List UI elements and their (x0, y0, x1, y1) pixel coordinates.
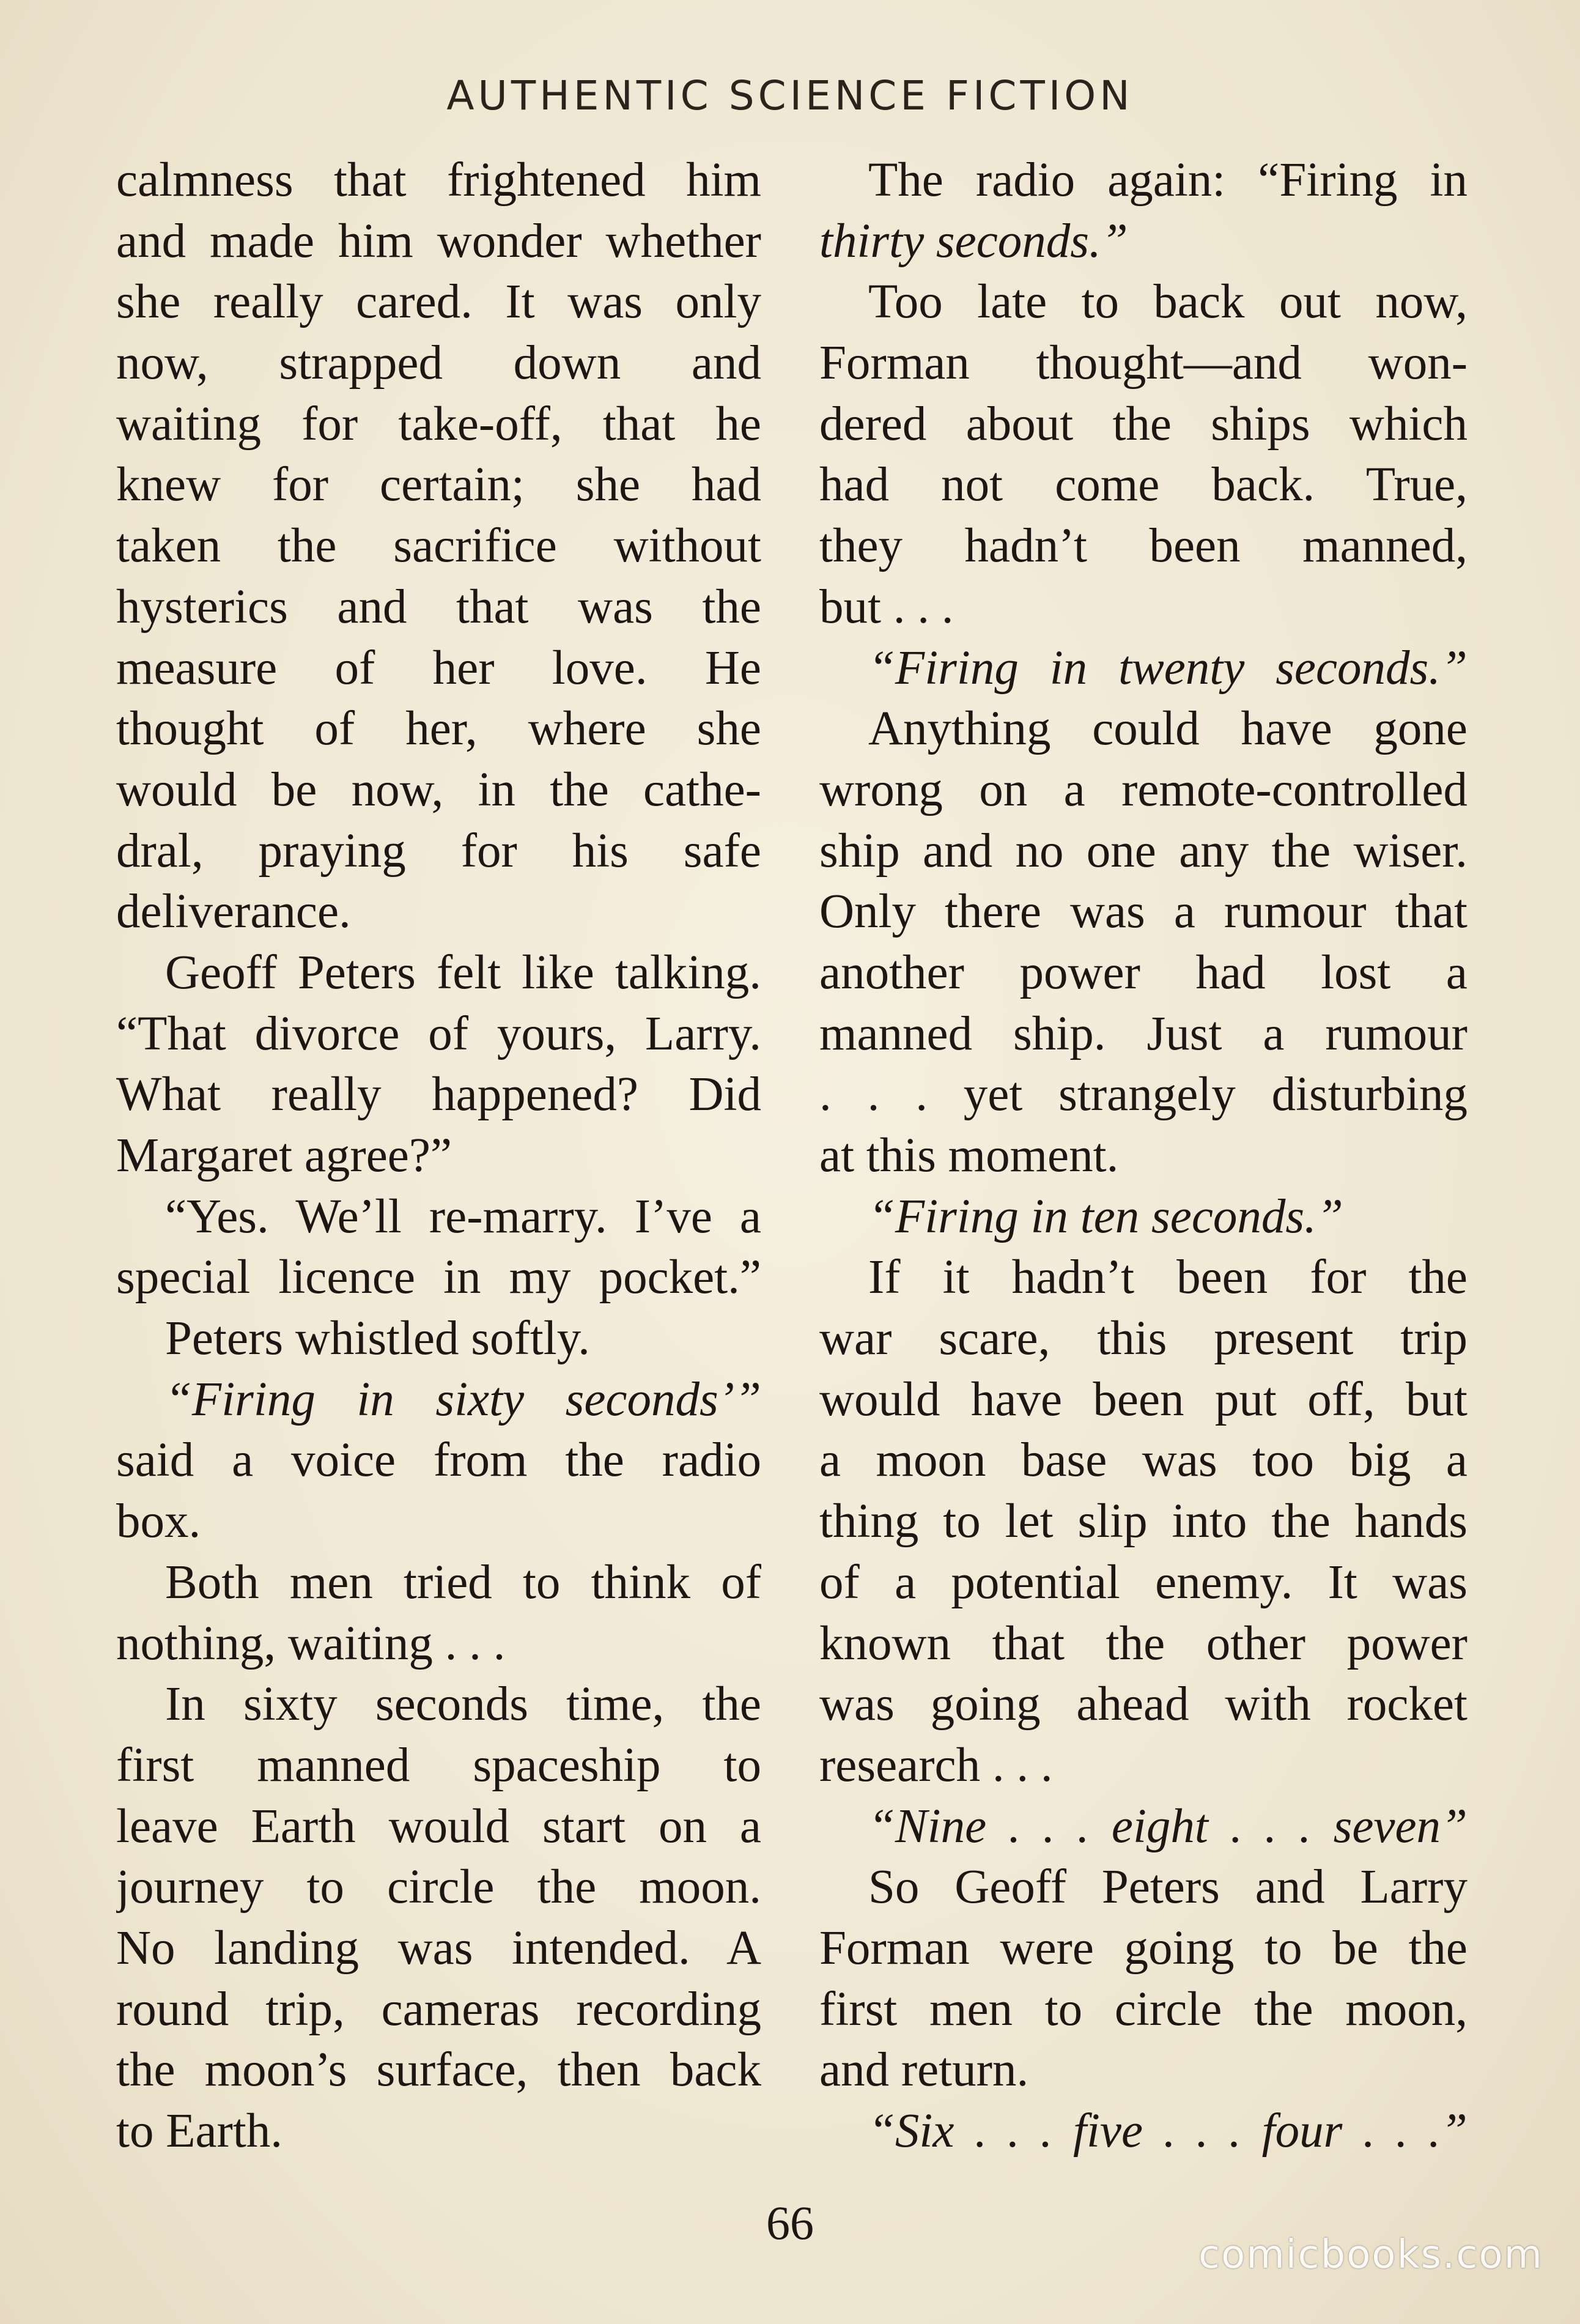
text-line: and made him wonder whether (116, 214, 761, 268)
text-line: to Earth. (116, 2104, 283, 2158)
text-line: “That divorce of yours, Larry. (116, 1007, 761, 1060)
page-number: 66 (766, 2196, 814, 2249)
text-line: So Geoff Peters and Larry (868, 1860, 1467, 1914)
text-line: nothing, waiting . . . (116, 1616, 506, 1670)
text-line: “Yes. We’ll re-marry. I’ve a (165, 1190, 761, 1243)
text-line: Forman thought—and won- (819, 336, 1467, 390)
text-line: would have been put off, but (819, 1372, 1467, 1426)
text-line: wrong on a remote-controlled (819, 763, 1467, 816)
text-line: . . . yet strangely disturbing (819, 1068, 1467, 1122)
text-line: they hadn’t been manned, (819, 519, 1467, 573)
text-line: ship and no one any the wiser. (819, 824, 1467, 878)
text-line: “Nine . . . eight . . . seven” (868, 1799, 1467, 1853)
text-line: Too late to back out now, (868, 275, 1467, 329)
text-line: round trip, cameras recording (116, 1982, 761, 2036)
text-line: research . . . (819, 1738, 1053, 1792)
text-line: she really cared. It was only (116, 275, 761, 329)
text-line: Peters whistled softly. (165, 1312, 590, 1366)
watermark: comicbooks.com (1198, 2232, 1543, 2278)
text-line: “Firing in twenty seconds.” (868, 641, 1467, 695)
text-line: If it hadn’t been for the (868, 1251, 1467, 1304)
right-text-column (819, 150, 1467, 2162)
text-line: leave Earth would start on a (116, 1799, 761, 1853)
text-line: In sixty seconds time, the (165, 1678, 761, 1731)
text-line: first manned spaceship to (116, 1738, 761, 1792)
text-line: known that the other power (819, 1616, 1467, 1670)
text-line: of a potential enemy. It was (819, 1555, 1467, 1609)
text-line: taken the sacrifice without (116, 519, 761, 573)
text-line: would be now, in the cathe- (116, 763, 761, 816)
text-line: said a voice from the radio (116, 1434, 761, 1487)
text-line: Forman were going to be the (819, 1921, 1467, 1975)
text-line: was going ahead with rocket (819, 1678, 1467, 1731)
text-line: first men to circle the moon, (819, 1982, 1467, 2036)
text-line: Both men tried to think of (165, 1555, 761, 1609)
text-line: thought of her, where she (116, 702, 761, 756)
text-line: “Six . . . five . . . four . . .” (868, 2104, 1467, 2158)
text-line: now, strapped down and (116, 336, 761, 390)
text-line: thirty seconds.” (819, 214, 1128, 268)
text-line: deliverance. (116, 885, 351, 939)
text-line: Margaret agree?” (116, 1129, 452, 1182)
text-line: calmness that frightened him (116, 154, 761, 207)
running-header: AUTHENTIC SCIENCE FICTION (446, 72, 1134, 119)
text-line: “Firing in sixty seconds’” (165, 1372, 761, 1426)
text-line: the moon’s surface, then back (116, 2043, 761, 2097)
text-line: dered about the ships which (819, 397, 1467, 451)
text-line: at this moment. (819, 1129, 1119, 1182)
text-line: box. (116, 1495, 201, 1549)
text-line: hysterics and that was the (116, 580, 761, 634)
text-line: another power had lost a (819, 946, 1467, 999)
text-line: No landing was intended. A (116, 1921, 761, 1975)
text-line: and return. (819, 2043, 1029, 2097)
text-line: war scare, this present trip (819, 1312, 1467, 1366)
text-line: waiting for take-off, that he (116, 397, 761, 451)
text-line: Only there was a rumour that (819, 885, 1467, 939)
text-line: manned ship. Just a rumour (819, 1007, 1467, 1060)
text-line: knew for certain; she had (116, 458, 761, 512)
text-line: What really happened? Did (116, 1068, 761, 1122)
text-line: journey to circle the moon. (116, 1860, 761, 1914)
text-line: measure of her love. He (116, 641, 761, 695)
text-line: special licence in my pocket.” (116, 1251, 761, 1304)
text-line: Anything could have gone (868, 702, 1467, 756)
left-text-column (116, 150, 761, 2162)
text-line: “Firing in ten seconds.” (868, 1190, 1343, 1243)
text-line: but . . . (819, 580, 954, 634)
text-line: a moon base was too big a (819, 1434, 1467, 1487)
text-line: dral, praying for his safe (116, 824, 761, 878)
text-line: Geoff Peters felt like talking. (165, 946, 761, 999)
text-line: thing to let slip into the hands (819, 1495, 1467, 1549)
text-line: had not come back. True, (819, 458, 1467, 512)
text-line: The radio again: “Firing in (868, 154, 1467, 207)
